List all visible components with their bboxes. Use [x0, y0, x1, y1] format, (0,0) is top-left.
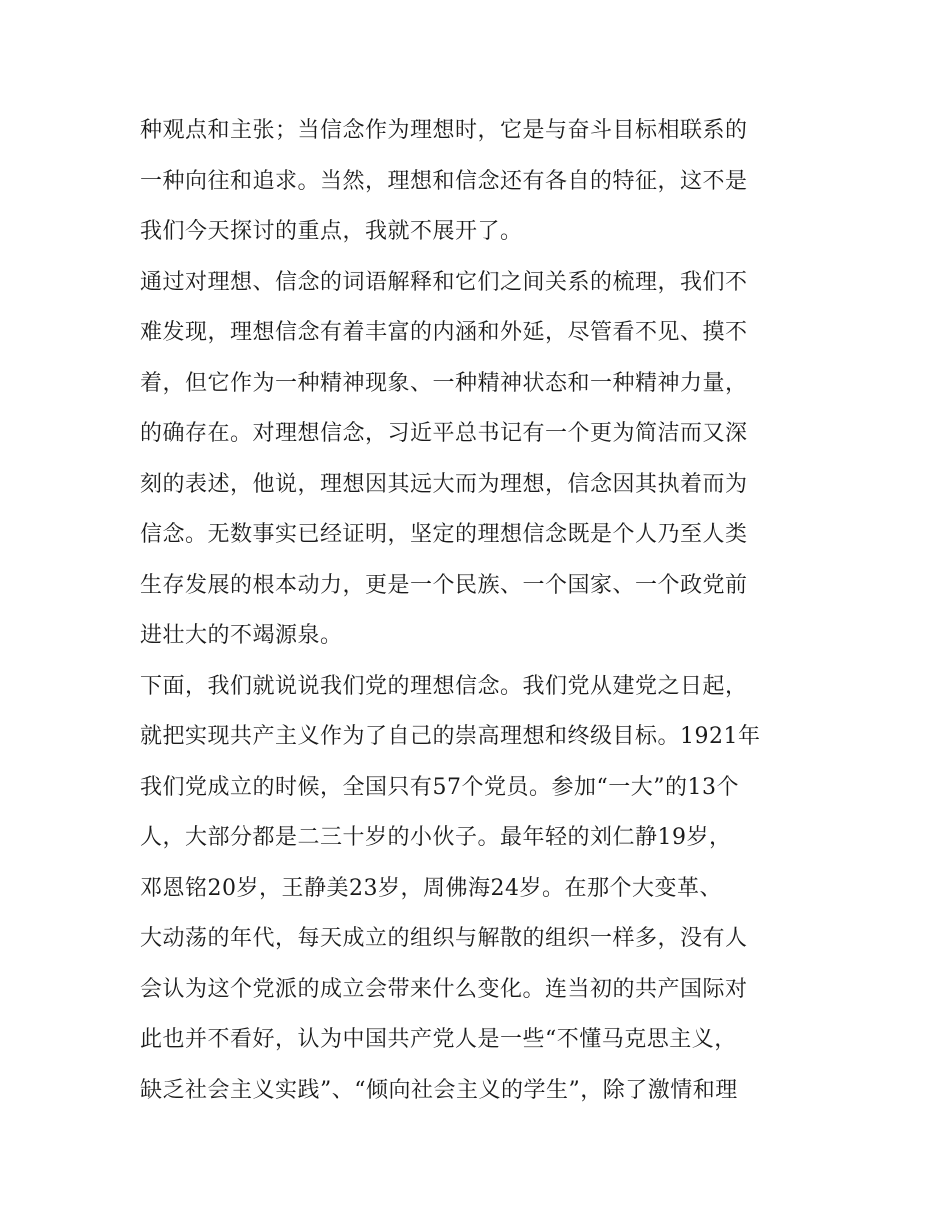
text-line: 缺乏社会主义实践”、“倾向社会主义的学生”，除了激情和理 — [140, 1077, 738, 1103]
text-line: 此也并不看好，认为中国共产党人是一些“不懂马克思主义， — [140, 1027, 737, 1052]
document-body — [140, 106, 820, 1116]
text-line: 人，大部分都是二三十岁的小伙子。最年轻的刘仁静19岁， — [140, 825, 732, 850]
text-line: 种观点和主张；当信念作为理想时，它是与奋斗目标相联系的 — [140, 118, 748, 143]
text-line: 大动荡的年代，每天成立的组织与解散的组织一样多，没有人 — [140, 926, 748, 951]
text-line: 着，但它作为一种精神现象、一种精神状态和一种精神力量， — [140, 370, 748, 396]
text-line: 邓恩铭20岁，王静美23岁，周佛海24岁。在那个大变革、 — [140, 875, 722, 901]
text-line: 我们党成立的时候，全国只有57个党员。参加“一大”的13个 — [140, 774, 739, 800]
text-line: 通过对理想、信念的词语解释和它们之间关系的梳理，我们不 — [140, 269, 748, 295]
text-line: 进壮大的不竭源泉。 — [140, 623, 343, 648]
text-line: 信念。无数事实已经证明，坚定的理想信念既是个人乃至人类 — [140, 522, 748, 547]
text-line: 刻的表述，他说，理想因其远大而为理想，信念因其执着而为 — [140, 471, 748, 497]
text-line: 就把实现共产主义作为了自己的崇高理想和终级目标。1921年 — [140, 724, 761, 749]
text-line: 的确存在。对理想信念，习近平总书记有一个更为简洁而又深 — [140, 421, 748, 446]
text-line: 生存发展的根本动力，更是一个民族、一个国家、一个政党前 — [140, 572, 748, 598]
text-line: 我们今天探讨的重点，我就不展开了。 — [140, 219, 523, 244]
text-line: 会认为这个党派的成立会带来什么变化。连当初的共产国际对 — [140, 976, 748, 1002]
text-line: 下面，我们就说说我们党的理想信念。我们党从建党之日起， — [140, 673, 748, 699]
text-line: 难发现，理想信念有着丰富的内涵和外延，尽管看不见、摸不 — [140, 320, 748, 345]
text-line: 一种向往和追求。当然，理想和信念还有各自的特征，这不是 — [140, 168, 748, 194]
